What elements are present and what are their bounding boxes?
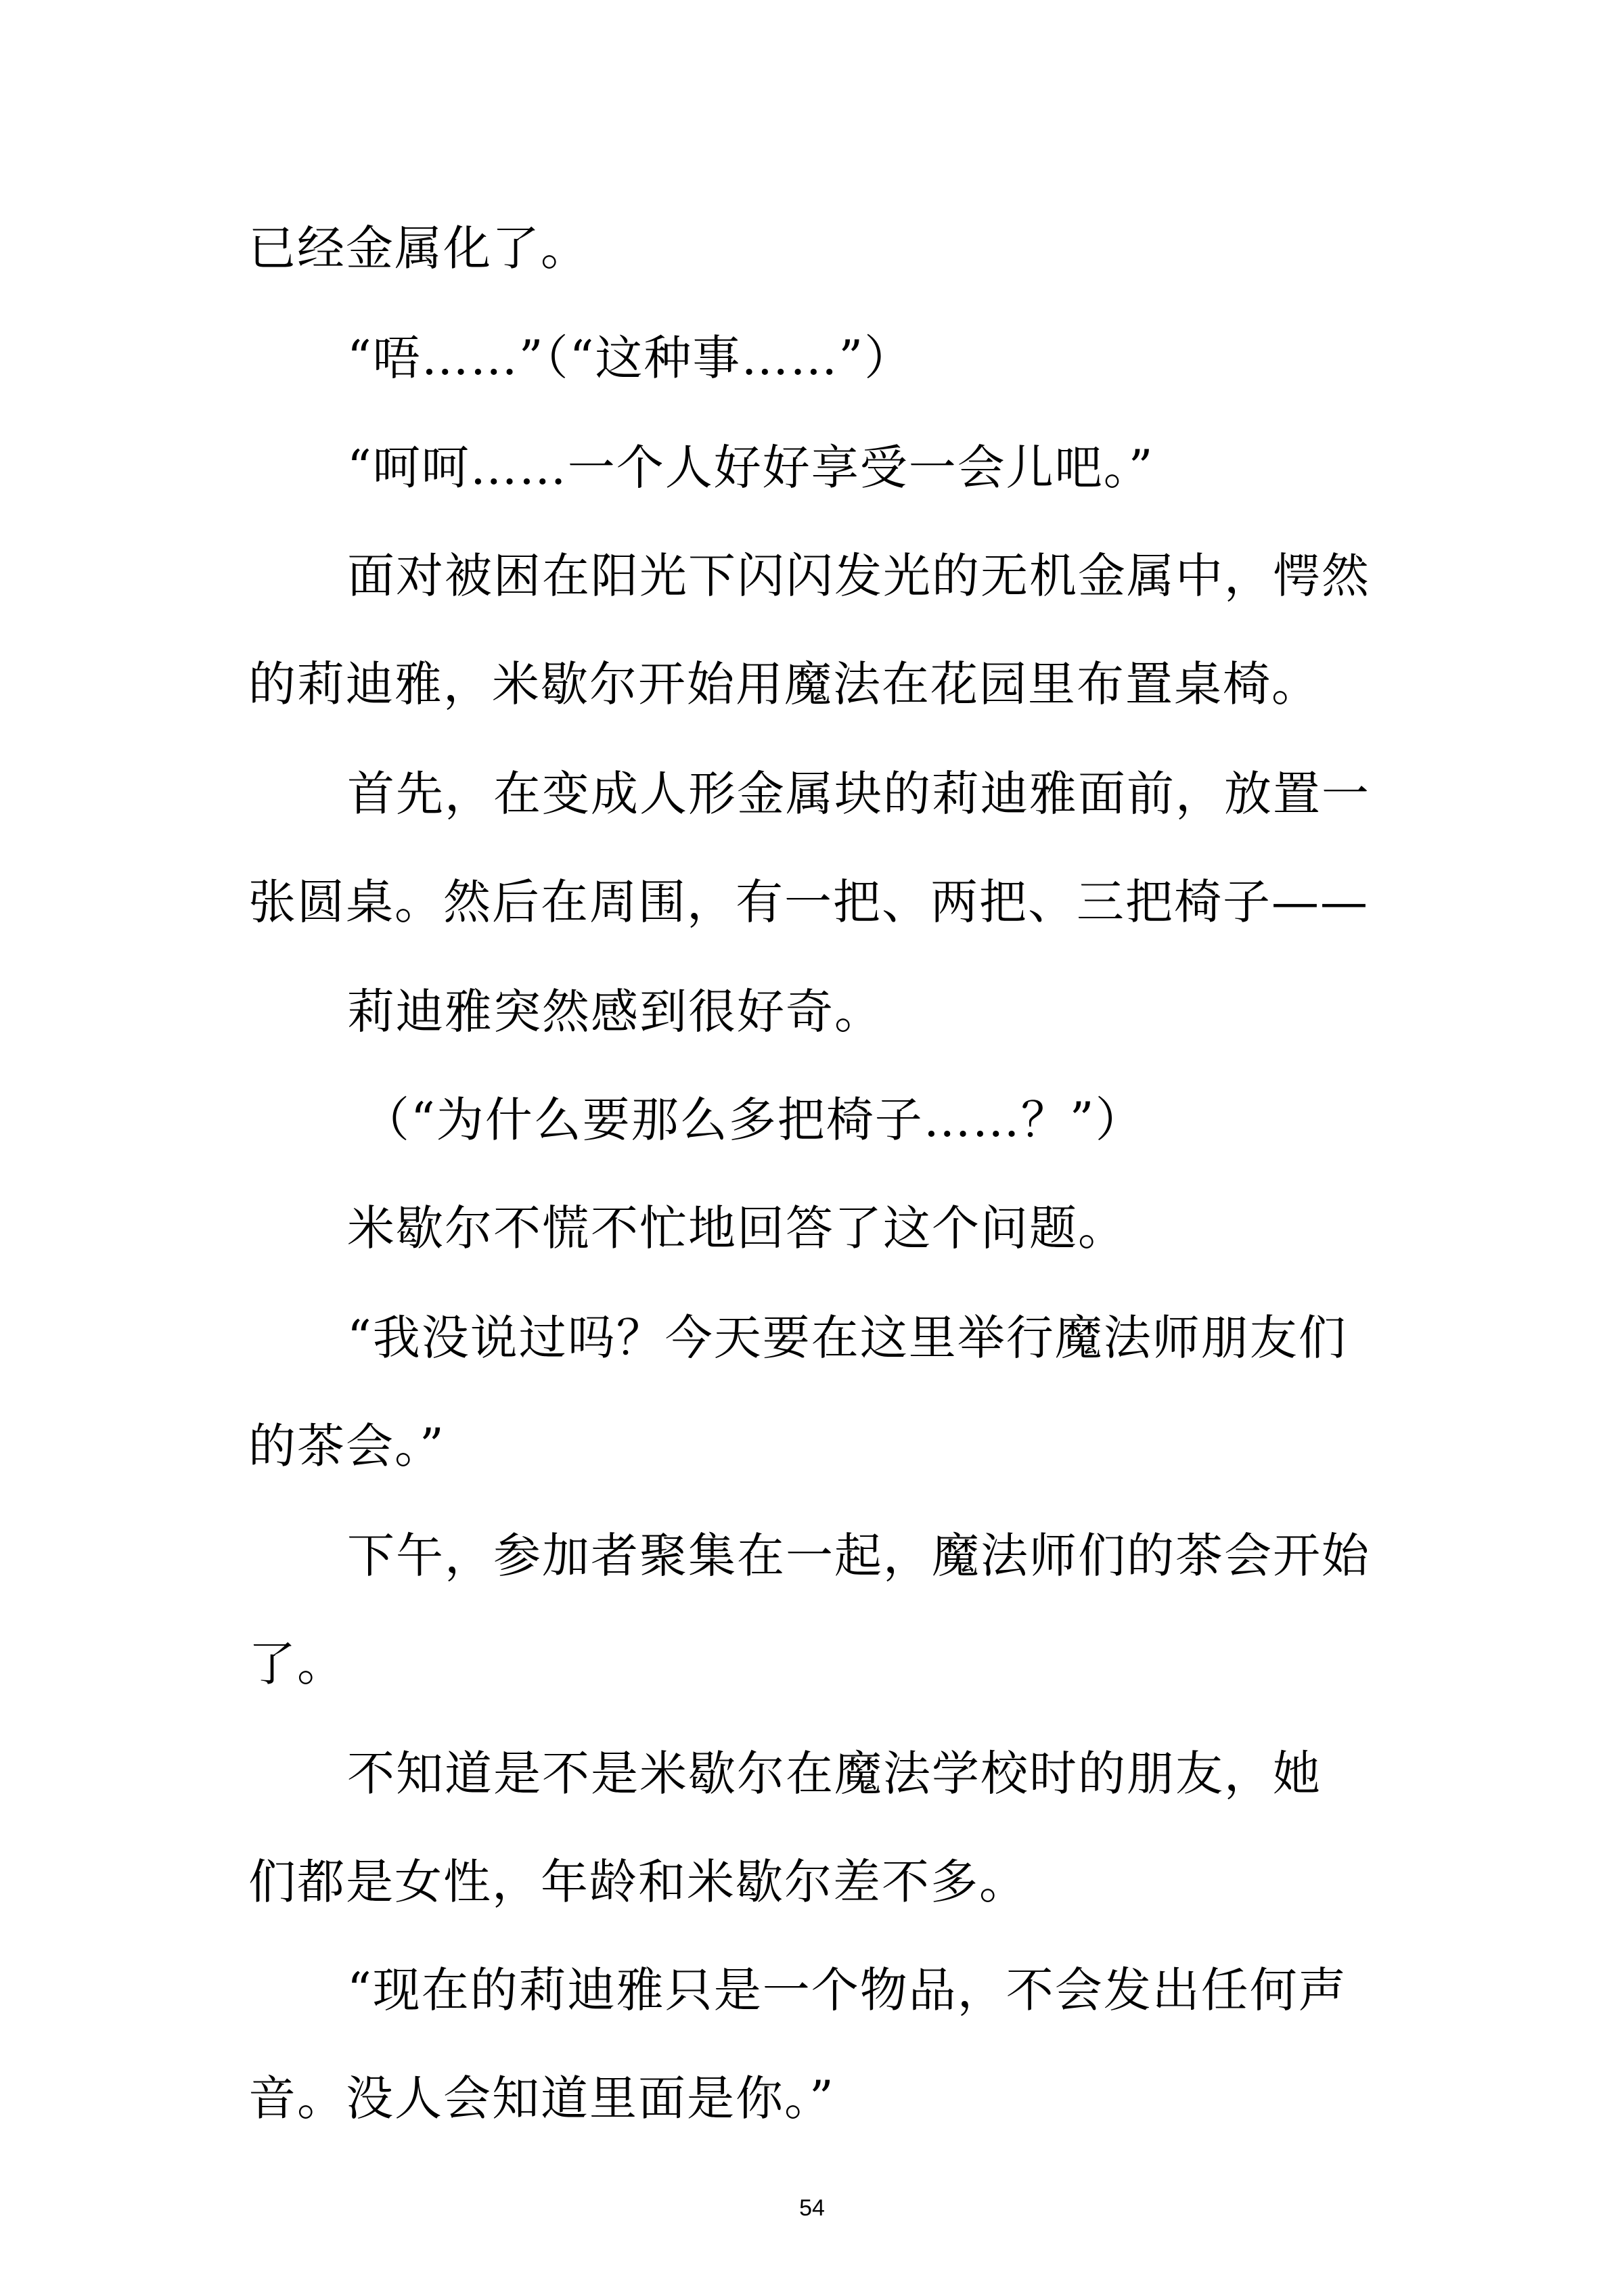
text-line: 下午，参加者聚集在一起，魔法师们的茶会开始	[347, 1528, 1370, 1583]
text-line: “呵呵……一个人好好享受一会儿吧。”	[347, 440, 1154, 495]
text-line: 首先，在变成人形金属块的莉迪雅面前，放置一	[347, 766, 1370, 821]
text-line: “唔……”（“这种事……”）	[347, 330, 914, 386]
text-line: 的莉迪雅，米歇尔开始用魔法在花园里布置桌椅。	[248, 656, 1320, 712]
text-line: 的茶会。”	[248, 1418, 445, 1474]
text-line: 了。	[248, 1636, 346, 1692]
text-line: 已经金属化了。	[248, 221, 589, 276]
text-line: 莉迪雅突然感到很好奇。	[347, 984, 883, 1039]
text-line: 音。没人会知道里面是你。”	[248, 2071, 835, 2126]
text-line: 面对被困在阳光下闪闪发光的无机金属中，愕然	[347, 548, 1370, 604]
text-line: 张圆桌。然后在周围，有一把、两把、三把椅子——	[248, 874, 1369, 930]
page-number: 54	[799, 2195, 825, 2221]
text-line: “我没说过吗？今天要在这里举行魔法师朋友们	[347, 1310, 1347, 1366]
text-line: 们都是女性，年龄和米歇尔差不多。	[248, 1854, 1028, 1910]
text-line: 米歇尔不慌不忙地回答了这个问题。	[347, 1200, 1127, 1256]
text-line: “现在的莉迪雅只是一个物品，不会发出任何声	[347, 1962, 1347, 2018]
text-line: （“为什么要那么多把椅子……？”）	[362, 1092, 1144, 1148]
text-line: 不知道是不是米歇尔在魔法学校时的朋友，她	[347, 1746, 1322, 1801]
